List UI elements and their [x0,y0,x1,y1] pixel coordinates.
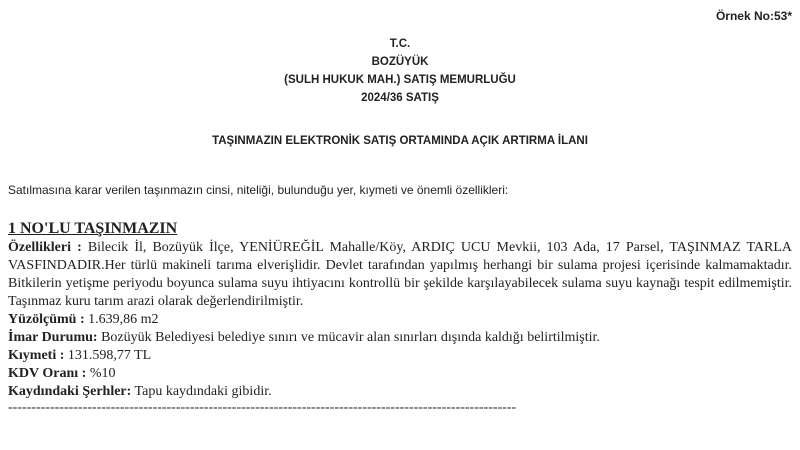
property-vat [8,365,792,383]
header-line-office: (SULH HUKUK MAH.) SATIŞ MEMURLUĞU [284,74,516,86]
area-label: Yüzölçümü : [8,312,85,327]
features-label: Özellikleri : [8,240,82,255]
property-features [8,239,792,311]
separator-line: ------------------------------------------------------------------------------------------------------------- [8,401,517,415]
property-zoning [8,329,792,347]
intro-text: Satılmasına karar verilen taşınmazın cinsi, niteliği, bulunduğu yer, kıymeti ve önemli özellikleri: [8,183,509,197]
property-annotations [8,383,792,401]
value-label: Kıymeti : [8,348,65,363]
area-value: 1.639,86 m2 [84,312,159,327]
zoning-value: Bozüyük Belediyesi belediye sınırı ve mücavir alan sınırları dışında kaldığı belirtilmiştir. [97,330,600,345]
property-title: 1 NO'LU TAŞINMAZIN [8,220,178,237]
header-line-tc: T.C. [389,38,411,50]
annotations-label: Kaydındaki Şerhler: [8,384,132,399]
property-area [8,311,792,329]
annotations-value: Tapu kaydındaki gibidir. [131,384,272,399]
value-amount: 131.598,77 TL [64,348,152,363]
office-header [0,35,800,107]
zoning-label: İmar Durumu: [8,330,98,345]
notice-title: TAŞINMAZIN ELEKTRONİK SATIŞ ORTAMINDA AÇIK ARTIRMA İLANI [212,135,588,147]
sample-number: Örnek No:53* [715,9,792,23]
property-value [8,347,792,365]
vat-label: KDV Oranı : [8,366,87,381]
header-line-case: 2024/36 SATIŞ [361,92,439,104]
vat-value: %10 [86,366,116,381]
header-line-city: BOZÜYÜK [371,56,429,68]
features-value: Bilecik İl, Bozüyük İlçe, YENİÜREĞİL Mahalle/Köy, ARDIÇ UCU Mevkii, 103 Ada, 17 Parsel, TAŞINMAZ TARLA VASFINDADIR.Her türlü makineli tarıma elverişlidir. Devlet tarafından yapılmış herhangi bir sulama projesi içerisinde kalmamaktadır. Bitkilerin yetişme periyodu boyunca sulama suyu ihtiyacını kontrollü bir şekilde karşılayabilecek sulama suyu kaynağı tespit edilmemiştir. Taşınmaz kuru tarım arazi olarak değerlendirilmiştir. [8,240,792,309]
property-section [8,219,792,415]
